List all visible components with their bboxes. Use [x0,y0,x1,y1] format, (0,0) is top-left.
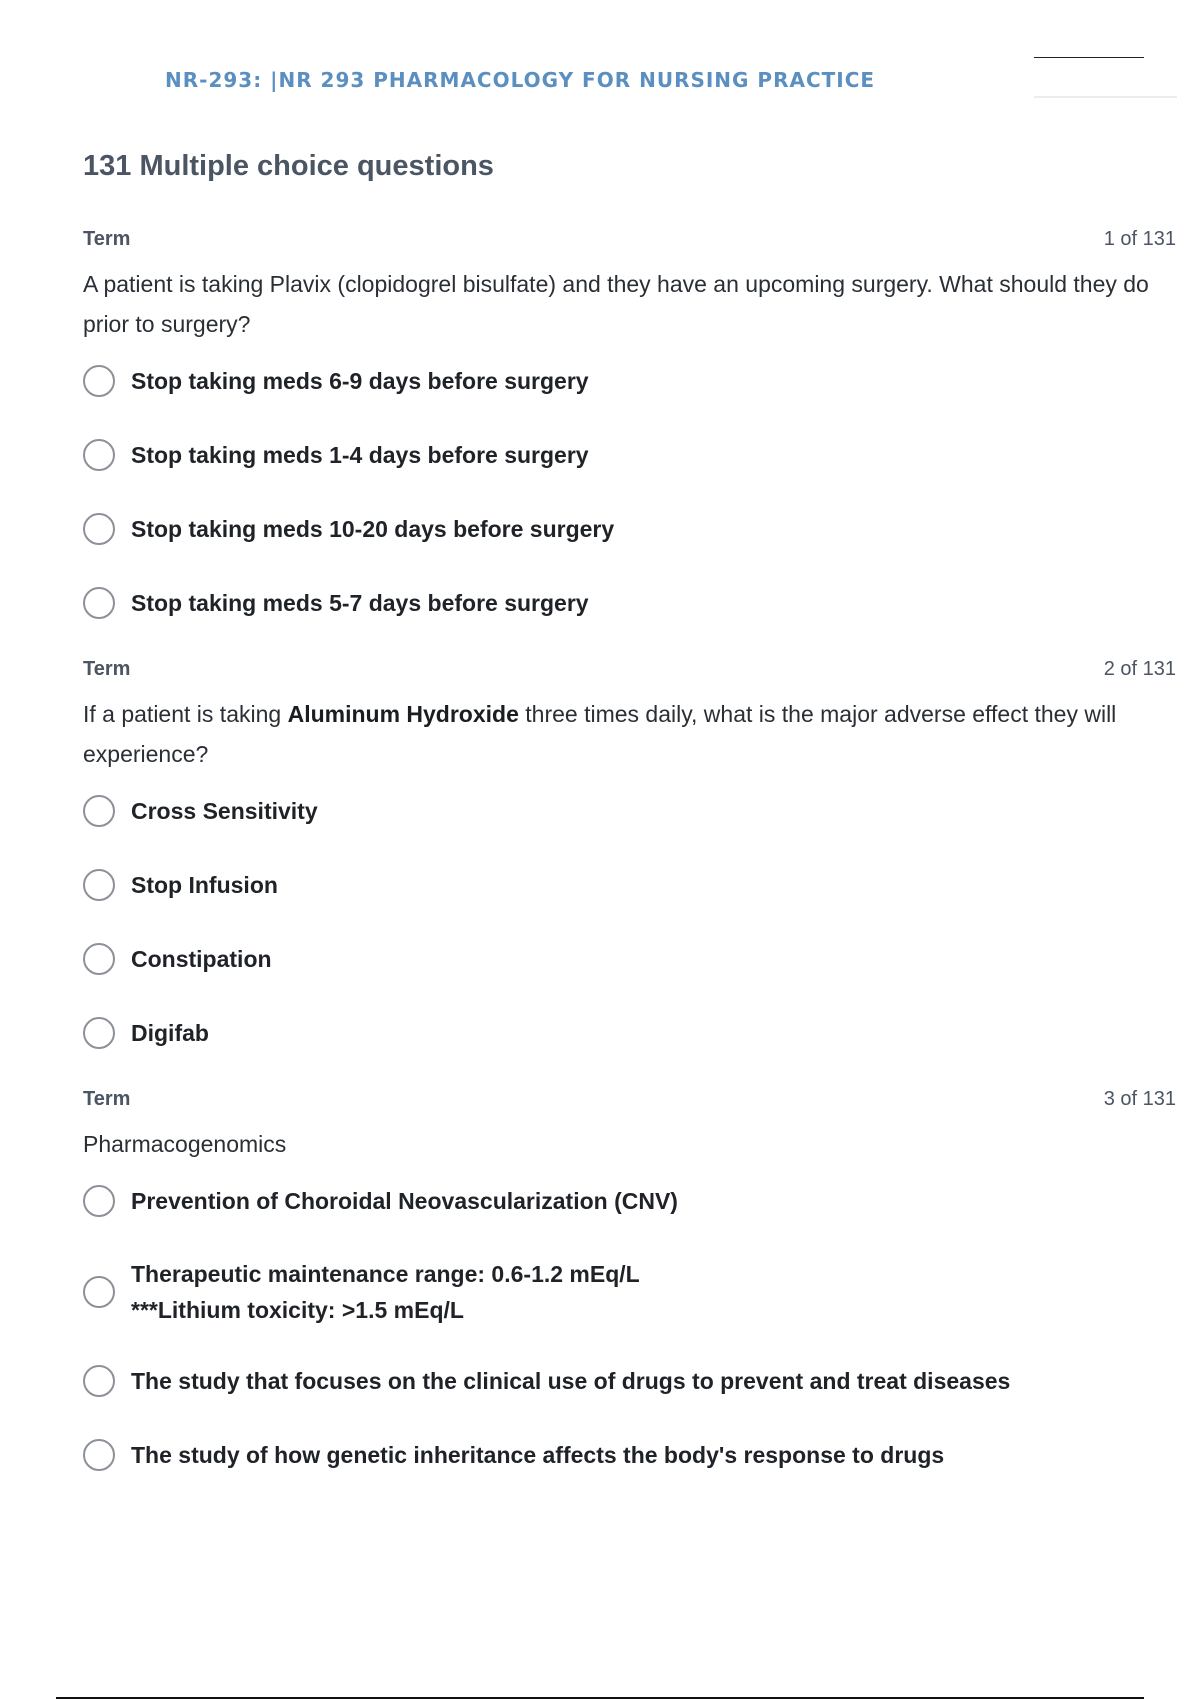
radio-circle-icon[interactable] [83,1276,115,1308]
answer-options [83,1182,1176,1474]
answer-option[interactable] [83,436,1176,474]
answer-option[interactable] [83,866,1176,904]
option-label: Cross Sensitivity [131,798,318,824]
question-text: A patient is taking Plavix (clopidogrel bisulfate) and they have an upcoming surgery. What should they do prior to surgery? [83,271,1149,337]
option-label: Constipation [131,946,272,972]
answer-option[interactable] [83,1362,1176,1400]
option-label-line: ***Lithium toxicity: >1.5 mEq/L [131,1297,464,1323]
question-text-part: three times daily, what is the major adverse effect they will experience? [83,701,1117,767]
answer-option[interactable] [83,584,1176,622]
answer-option[interactable] [83,510,1176,548]
radio-circle-icon[interactable] [83,1017,115,1049]
top-rule [1034,57,1144,58]
answer-option[interactable] [83,1436,1176,1474]
radio-circle-icon[interactable] [83,1439,115,1471]
question-2 [83,658,1176,1088]
option-label: Prevention of Choroidal Neovascularization (CNV) [131,1188,678,1214]
question-3 [83,1088,1176,1510]
option-label: The study of how genetic inheritance affects the body's response to drugs [131,1442,945,1468]
option-label: The study that focuses on the clinical use of drugs to prevent and treat diseases [131,1368,1011,1394]
question-label: Term [83,228,131,250]
radio-circle-icon[interactable] [83,869,115,901]
question-count: 3 of 131 [1103,1088,1176,1110]
radio-circle-icon[interactable] [83,439,115,471]
answer-option[interactable] [83,792,1176,830]
question-text-drug: Aluminum Hydroxide [287,701,519,727]
question-label: Term [83,658,131,680]
radio-circle-icon[interactable] [83,513,115,545]
option-label-multiline [131,1256,640,1328]
question-count: 2 of 131 [1103,658,1176,680]
answer-option[interactable] [83,940,1176,978]
answer-options [83,792,1176,1052]
question-text: Pharmacogenomics [83,1131,287,1157]
radio-circle-icon[interactable] [83,1365,115,1397]
answer-options [83,362,1176,622]
answer-option[interactable] [83,1182,1176,1220]
answer-option[interactable] [83,362,1176,400]
option-label-line: Therapeutic maintenance range: 0.6-1.2 mEq/L [131,1261,640,1287]
option-label: Stop taking meds 5-7 days before surgery [131,590,589,616]
radio-circle-icon[interactable] [83,943,115,975]
question-count: 1 of 131 [1103,228,1176,250]
answer-option[interactable] [83,1014,1176,1052]
option-label: Stop Infusion [131,872,278,898]
bottom-rule [56,1697,1144,1699]
question-label: Term [83,1088,131,1110]
option-label: Stop taking meds 10-20 days before surgery [131,516,615,542]
course-header: NR-293: |NR 293 PHARMACOLOGY FOR NURSING PRACTICE [165,68,876,92]
radio-circle-icon[interactable] [83,795,115,827]
radio-circle-icon[interactable] [83,365,115,397]
top-rule-faint [1034,96,1177,98]
radio-circle-icon[interactable] [83,1185,115,1217]
question-1 [83,228,1176,658]
option-label: Digifab [131,1020,209,1046]
set-title: 131 Multiple choice questions [83,150,494,182]
question-text [83,694,1176,774]
question-text-part: If a patient is taking [83,701,288,727]
option-label: Stop taking meds 6-9 days before surgery [131,368,589,394]
radio-circle-icon[interactable] [83,587,115,619]
option-label: Stop taking meds 1-4 days before surgery [131,442,589,468]
answer-option[interactable] [83,1256,1176,1328]
